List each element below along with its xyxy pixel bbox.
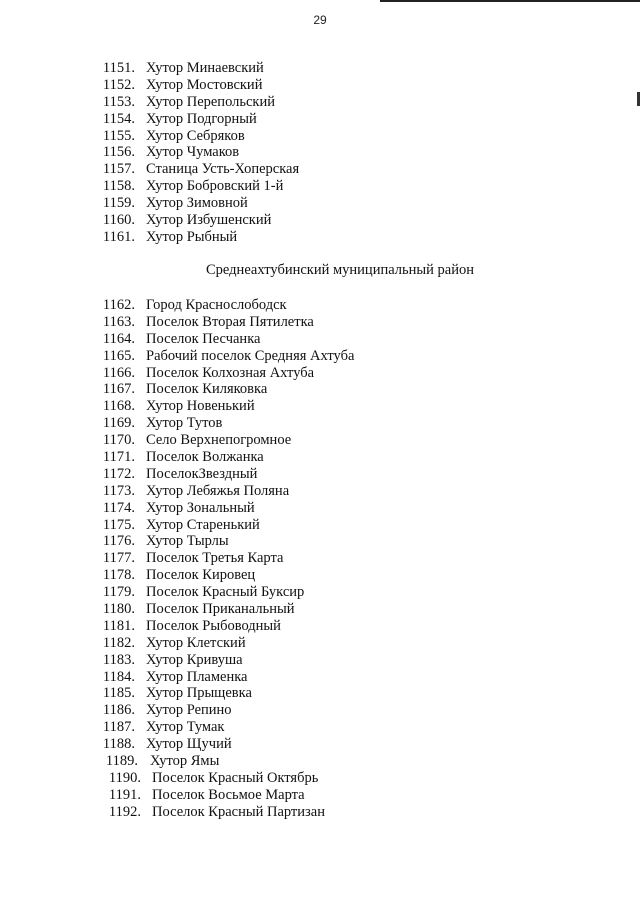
item-name: Хутор Минаевский — [146, 60, 264, 76]
list-item — [0, 533, 640, 550]
item-number: 1155. — [102, 127, 135, 144]
item-number: 1169. — [102, 415, 135, 432]
item-number: 1174. — [102, 499, 135, 516]
item-name: Поселок Колхозная Ахтуба — [146, 364, 315, 381]
item-number: 1151. — [102, 60, 135, 76]
list-item — [0, 331, 640, 348]
item-number: 1179. — [102, 584, 135, 601]
item-name: Хутор Щучий — [146, 736, 232, 753]
item-number: 1181. — [102, 617, 135, 634]
list-item — [0, 297, 640, 314]
item-number: 1190. — [108, 769, 141, 786]
item-number: 1184. — [102, 668, 135, 685]
item-name: Хутор Подгорный — [146, 110, 257, 127]
item-number: 1172. — [102, 465, 135, 482]
list-item — [0, 161, 640, 178]
item-name: Хутор Тырлы — [146, 533, 229, 550]
item-name: Поселок Красный Буксир — [146, 584, 305, 601]
list-item — [0, 550, 640, 567]
list-item — [0, 804, 640, 821]
item-name: Хутор Чумаков — [146, 144, 240, 161]
list-item — [0, 618, 640, 635]
list-item — [0, 94, 640, 111]
item-name: Хутор Тутов — [146, 415, 223, 432]
item-name: Хутор Зимовной — [146, 195, 248, 212]
item-name: Хутор Рыбный — [146, 228, 238, 245]
section-heading: Среднеахтубинский муниципальный район — [206, 262, 474, 278]
item-number: 1154. — [102, 110, 135, 127]
list-item — [0, 500, 640, 517]
item-number: 1166. — [102, 364, 135, 381]
item-name: Поселок Рыбоводный — [146, 617, 281, 634]
list-item — [0, 212, 640, 229]
settlement-list-2 — [0, 297, 640, 821]
item-number: 1180. — [102, 601, 135, 618]
list-item — [0, 415, 640, 432]
item-number: 1164. — [102, 330, 135, 347]
item-number: 1191. — [108, 786, 141, 803]
list-item — [0, 770, 640, 787]
item-name: Хутор Клетский — [146, 634, 246, 651]
list-item — [0, 314, 640, 331]
item-number: 1168. — [102, 398, 135, 415]
item-number: 1183. — [102, 651, 135, 668]
item-number: 1163. — [102, 313, 135, 330]
item-name: Поселок Песчанка — [146, 330, 261, 347]
item-name: Хутор Прыщевка — [146, 685, 252, 702]
list-item — [0, 449, 640, 466]
list-item — [0, 787, 640, 804]
item-number: 1178. — [102, 567, 135, 584]
list-item — [0, 685, 640, 702]
item-name: Хутор Старенький — [146, 516, 260, 533]
item-name: Поселок Красный Октябрь — [152, 769, 319, 786]
list-item — [0, 111, 640, 128]
item-number: 1160. — [102, 212, 135, 229]
item-name: Хутор Бобровский 1-й — [146, 178, 284, 195]
list-item — [0, 483, 640, 500]
item-name: Город Краснослободск — [146, 297, 287, 313]
list-item — [0, 381, 640, 398]
list-item — [0, 229, 640, 246]
item-number: 1186. — [102, 702, 135, 719]
item-number: 1192. — [108, 803, 141, 820]
item-number: 1185. — [102, 685, 135, 702]
item-name: Хутор Зональный — [146, 499, 255, 516]
item-number: 1159. — [102, 195, 135, 212]
list-item — [0, 601, 640, 618]
item-number: 1187. — [102, 719, 135, 736]
item-name: ПоселокЗвездный — [146, 465, 258, 482]
item-number: 1156. — [102, 144, 135, 161]
item-name: Рабочий поселок Средняя Ахтуба — [146, 347, 355, 364]
list-item — [0, 77, 640, 94]
item-name: Хутор Ямы — [150, 753, 220, 770]
item-number: 1175. — [102, 516, 135, 533]
item-number: 1173. — [102, 482, 135, 499]
item-name: Хутор Избушенский — [146, 212, 272, 229]
list-item — [0, 195, 640, 212]
item-number: 1176. — [102, 533, 135, 550]
list-item — [0, 584, 640, 601]
item-name: Хутор Мостовский — [146, 76, 263, 93]
item-number: 1158. — [102, 178, 135, 195]
list-item — [0, 719, 640, 736]
item-name: Поселок Киляковка — [146, 381, 268, 398]
item-name: Хутор Пламенка — [146, 668, 248, 685]
item-name: Поселок Восьмое Марта — [152, 786, 305, 803]
list-item — [0, 144, 640, 161]
item-name: Поселок Третья Карта — [146, 550, 284, 567]
list-item — [0, 736, 640, 753]
list-item — [0, 60, 640, 77]
item-name: Хутор Кривуша — [146, 651, 243, 668]
list-item — [0, 398, 640, 415]
item-name: Село Верхнепогромное — [146, 432, 292, 449]
item-number: 1153. — [102, 93, 135, 110]
item-name: Хутор Тумак — [146, 719, 225, 736]
list-item — [0, 517, 640, 534]
item-number: 1152. — [102, 76, 135, 93]
item-number: 1182. — [102, 634, 135, 651]
item-number: 1171. — [102, 449, 135, 466]
scan-edge-top — [380, 0, 640, 2]
item-name: Хутор Перепольский — [146, 93, 275, 110]
item-number: 1189. — [105, 753, 138, 770]
item-name: Поселок Приканальный — [146, 601, 295, 618]
list-item — [0, 753, 640, 770]
list-item — [0, 702, 640, 719]
list-item — [0, 567, 640, 584]
list-item — [0, 365, 640, 382]
item-name: Станица Усть-Хоперская — [146, 161, 300, 178]
list-item — [0, 635, 640, 652]
item-number: 1165. — [102, 347, 135, 364]
item-number: 1170. — [102, 432, 135, 449]
list-item — [0, 669, 640, 686]
settlement-list-1 — [0, 60, 640, 246]
list-item — [0, 466, 640, 483]
page-number: 29 — [313, 13, 327, 27]
item-number: 1162. — [102, 297, 135, 313]
item-name: Поселок Вторая Пятилетка — [146, 313, 314, 330]
list-item — [0, 652, 640, 669]
item-name: Поселок Красный Партизан — [152, 803, 325, 820]
list-item — [0, 348, 640, 365]
item-name: Хутор Репино — [146, 702, 232, 719]
item-name: Хутор Себряков — [146, 127, 245, 144]
item-number: 1167. — [102, 381, 135, 398]
item-name: Хутор Лебяжья Поляна — [146, 482, 290, 499]
item-number: 1157. — [102, 161, 135, 178]
item-number: 1161. — [102, 228, 135, 245]
list-item — [0, 128, 640, 145]
list-item — [0, 178, 640, 195]
list-item — [0, 432, 640, 449]
item-name: Поселок Волжанка — [146, 449, 264, 466]
item-name: Поселок Кировец — [146, 567, 256, 584]
item-number: 1188. — [102, 736, 135, 753]
item-name: Хутор Новенький — [146, 398, 255, 415]
item-number: 1177. — [102, 550, 135, 567]
